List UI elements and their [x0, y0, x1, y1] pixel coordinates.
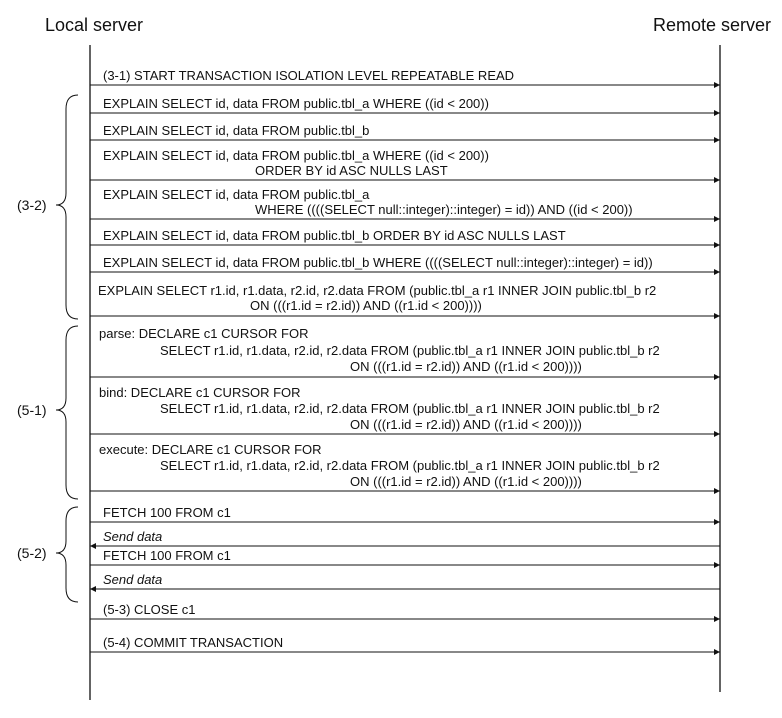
- message-explain-4-line1: EXPLAIN SELECT id, data FROM public.tbl_a: [103, 187, 370, 202]
- message-explain-3-line1: EXPLAIN SELECT id, data FROM public.tbl_a WHERE ((id < 200)): [103, 148, 489, 163]
- message-explain-5: EXPLAIN SELECT id, data FROM public.tbl_b ORDER BY id ASC NULLS LAST: [103, 228, 566, 243]
- message-explain-1: EXPLAIN SELECT id, data FROM public.tbl_a WHERE ((id < 200)): [103, 96, 489, 111]
- message-explain-4-line2: WHERE ((((SELECT null::integer)::integer) = id)) AND ((id < 200)): [255, 202, 633, 217]
- message-explain-7-line1: EXPLAIN SELECT r1.id, r1.data, r2.id, r2.data FROM (public.tbl_a r1 INNER JOIN public.tbl_b r2: [98, 283, 657, 298]
- brace-5-1: [56, 326, 78, 499]
- message-send-data-2: Send data: [103, 572, 163, 587]
- brace-3-2: [56, 95, 78, 319]
- message-execute-line2: SELECT r1.id, r1.data, r2.id, r2.data FROM (public.tbl_a r1 INNER JOIN public.tbl_b r2: [160, 458, 660, 473]
- local-server-header: Local server: [45, 15, 144, 35]
- message-explain-6: EXPLAIN SELECT id, data FROM public.tbl_b WHERE ((((SELECT null::integer)::integer) = id)): [103, 255, 653, 270]
- message-execute-line3: ON (((r1.id = r2.id)) AND ((r1.id < 200)))): [350, 474, 582, 489]
- message-fetch-2: FETCH 100 FROM c1: [103, 548, 231, 563]
- message-explain-3-line2: ORDER BY id ASC NULLS LAST: [255, 163, 448, 178]
- message-fetch-1: FETCH 100 FROM c1: [103, 505, 231, 520]
- brace-5-2: [56, 507, 78, 602]
- group-label-5-2: (5-2): [17, 545, 47, 561]
- message-bind-line3: ON (((r1.id = r2.id)) AND ((r1.id < 200)))): [350, 417, 582, 432]
- message-explain-7-line2: ON (((r1.id = r2.id)) AND ((r1.id < 200)))): [250, 298, 482, 313]
- message-5-4: (5-4) COMMIT TRANSACTION: [103, 635, 284, 650]
- message-execute-line1: execute: DECLARE c1 CURSOR FOR: [99, 442, 322, 457]
- message-explain-2: EXPLAIN SELECT id, data FROM public.tbl_b: [103, 123, 370, 138]
- message-parse-line2: SELECT r1.id, r1.data, r2.id, r2.data FROM (public.tbl_a r1 INNER JOIN public.tbl_b r2: [160, 343, 660, 358]
- message-parse-line3: ON (((r1.id = r2.id)) AND ((r1.id < 200)))): [350, 359, 582, 374]
- message-bind-line2: SELECT r1.id, r1.data, r2.id, r2.data FROM (public.tbl_a r1 INNER JOIN public.tbl_b r2: [160, 401, 660, 416]
- message-5-3: (5-3) CLOSE c1: [103, 602, 196, 617]
- message-send-data-1: Send data: [103, 529, 163, 544]
- message-bind-line1: bind: DECLARE c1 CURSOR FOR: [99, 385, 301, 400]
- message-parse-line1: parse: DECLARE c1 CURSOR FOR: [99, 326, 309, 341]
- group-label-3-2: (3-2): [17, 197, 47, 213]
- group-label-5-1: (5-1): [17, 402, 47, 418]
- remote-server-header: Remote server: [653, 15, 772, 35]
- message-3-1: (3-1) START TRANSACTION ISOLATION LEVEL REPEATABLE READ: [103, 68, 515, 83]
